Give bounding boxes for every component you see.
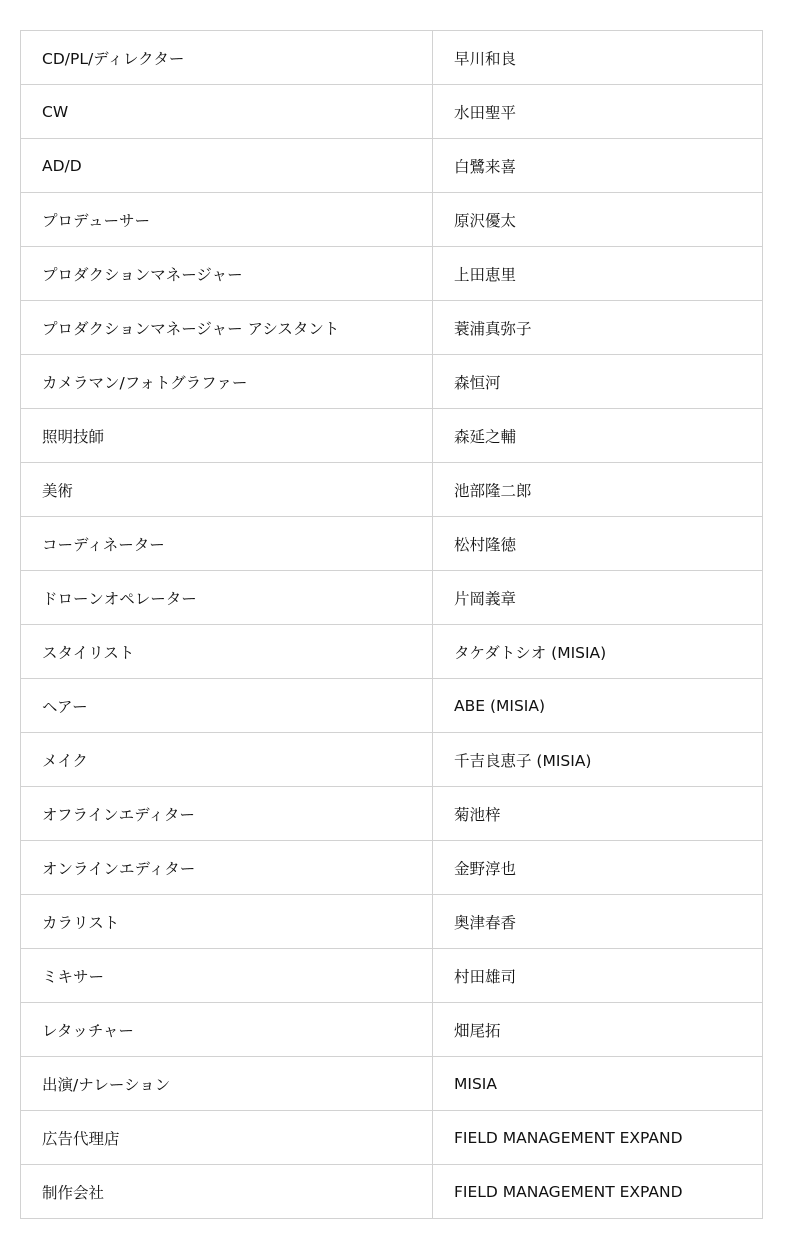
credit-name: 早川和良: [433, 31, 763, 85]
credit-name: 水田聖平: [433, 85, 763, 139]
credit-name: 畑尾拓: [433, 1003, 763, 1057]
table-row: [21, 1057, 763, 1111]
table-row: [21, 517, 763, 571]
credit-role: スタイリスト: [21, 625, 433, 679]
table-row: [21, 355, 763, 409]
table-row: [21, 733, 763, 787]
table-row: [21, 193, 763, 247]
table-row: [21, 31, 763, 85]
table-row: [21, 409, 763, 463]
credit-name: タケダトシオ (MISIA): [433, 625, 763, 679]
credit-name: 蓑浦真弥子: [433, 301, 763, 355]
credit-name: 白鷺来喜: [433, 139, 763, 193]
credit-role: AD/D: [21, 139, 433, 193]
credit-name: 池部隆二郎: [433, 463, 763, 517]
table-row: [21, 247, 763, 301]
credit-role: プロデューサー: [21, 193, 433, 247]
credit-name: 村田雄司: [433, 949, 763, 1003]
credit-name: ABE (MISIA): [433, 679, 763, 733]
credits-table-body: [21, 31, 763, 1219]
credit-role: ヘアー: [21, 679, 433, 733]
credit-role: レタッチャー: [21, 1003, 433, 1057]
credit-name: 松村隆徳: [433, 517, 763, 571]
credit-role: CD/PL/ディレクター: [21, 31, 433, 85]
credit-role: 制作会社: [21, 1165, 433, 1219]
table-row: [21, 1003, 763, 1057]
table-row: [21, 463, 763, 517]
credit-role: ドローンオペレーター: [21, 571, 433, 625]
table-row: [21, 787, 763, 841]
table-row: [21, 895, 763, 949]
table-row: [21, 949, 763, 1003]
credit-name: 千吉良恵子 (MISIA): [433, 733, 763, 787]
credit-name: FIELD MANAGEMENT EXPAND: [433, 1111, 763, 1165]
credits-table: [20, 30, 763, 1219]
table-row: [21, 841, 763, 895]
credit-role: ミキサー: [21, 949, 433, 1003]
credit-name: 原沢優太: [433, 193, 763, 247]
table-row: [21, 301, 763, 355]
credit-role: オフラインエディター: [21, 787, 433, 841]
table-row: [21, 625, 763, 679]
credit-name: 金野淳也: [433, 841, 763, 895]
credit-role: 美術: [21, 463, 433, 517]
credit-role: メイク: [21, 733, 433, 787]
credit-name: 森延之輔: [433, 409, 763, 463]
credit-name: 森恒河: [433, 355, 763, 409]
credit-role: プロダクションマネージャー: [21, 247, 433, 301]
table-row: [21, 85, 763, 139]
credit-name: MISIA: [433, 1057, 763, 1111]
credit-role: CW: [21, 85, 433, 139]
table-row: [21, 679, 763, 733]
table-row: [21, 1111, 763, 1165]
credit-name: 片岡義章: [433, 571, 763, 625]
credit-name: 上田恵里: [433, 247, 763, 301]
credit-role: 広告代理店: [21, 1111, 433, 1165]
credit-role: コーディネーター: [21, 517, 433, 571]
table-row: [21, 1165, 763, 1219]
credit-role: 照明技師: [21, 409, 433, 463]
credit-name: FIELD MANAGEMENT EXPAND: [433, 1165, 763, 1219]
credit-role: オンラインエディター: [21, 841, 433, 895]
credit-name: 菊池梓: [433, 787, 763, 841]
credit-role: カメラマン/フォトグラファー: [21, 355, 433, 409]
credit-role: プロダクションマネージャー アシスタント: [21, 301, 433, 355]
credit-role: カラリスト: [21, 895, 433, 949]
table-row: [21, 571, 763, 625]
credit-role: 出演/ナレーション: [21, 1057, 433, 1111]
table-row: [21, 139, 763, 193]
credit-name: 奥津春香: [433, 895, 763, 949]
